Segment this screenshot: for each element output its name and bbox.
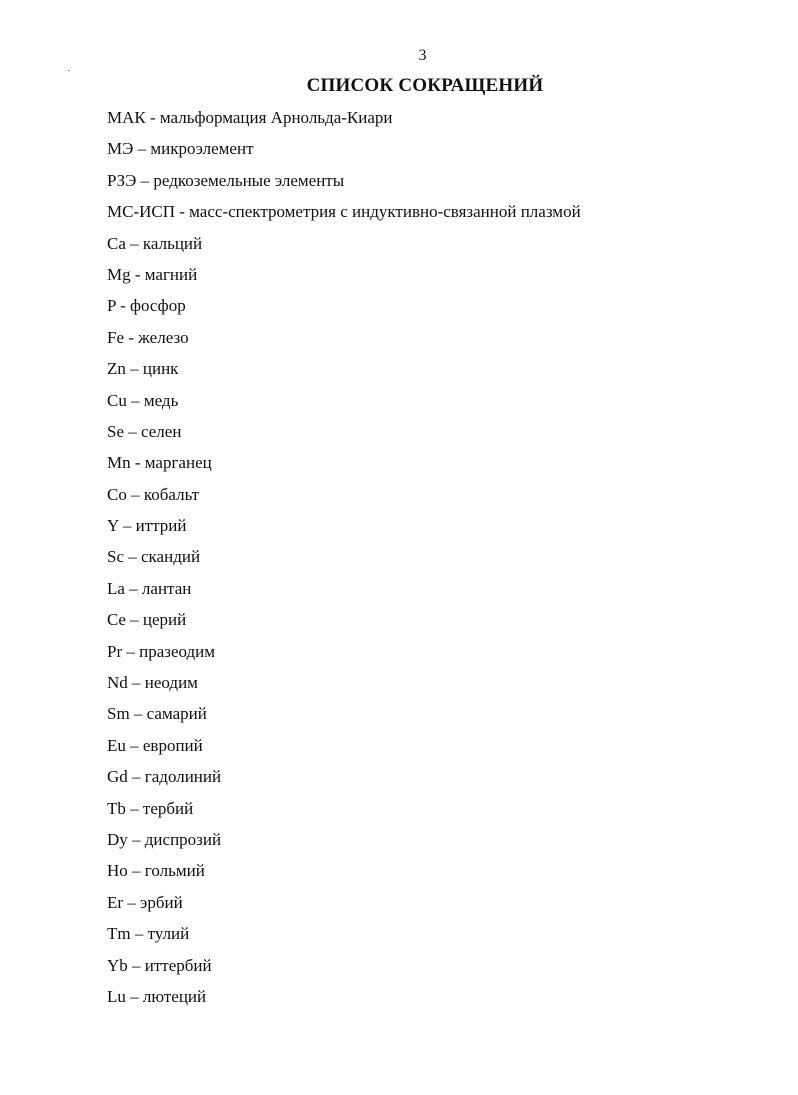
abbreviation-item: РЗЭ – редкоземельные элементы (107, 170, 345, 190)
abbreviation-item: Se – селен (107, 421, 182, 441)
abbreviation-item: Ca – кальций (107, 233, 203, 253)
abbreviation-item: Y – иттрий (107, 516, 187, 536)
abbreviation-item: Eu – европий (107, 735, 203, 755)
abbreviation-item: Sc – скандий (107, 547, 201, 567)
abbreviation-item: Dy – диспрозий (107, 829, 222, 849)
abbreviation-item: Er – эрбий (107, 892, 183, 912)
abbreviation-item: Yb – иттербий (107, 955, 212, 975)
abbreviation-item: Lu – лютеций (107, 986, 207, 1006)
abbreviation-item: Fe - железо (107, 327, 189, 347)
abbreviation-item: Ce – церий (107, 610, 187, 630)
abbreviation-item: МЭ – микроэлемент (107, 139, 254, 159)
abbreviation-item: Co – кобальт (107, 484, 200, 504)
abbreviation-item: Ho – гольмий (107, 861, 205, 881)
abbreviation-item: Tb – тербий (107, 798, 194, 818)
abbreviation-item: Mn - марганец (107, 453, 212, 473)
scan-speck (68, 70, 70, 71)
abbreviation-list (107, 107, 581, 1017)
abbreviation-item: Cu – медь (107, 390, 179, 410)
page-number: 3 (418, 47, 427, 64)
abbreviation-item: МС-ИСП - масс-спектрометрия с индуктивно-связанной плазмой (107, 202, 581, 222)
abbreviation-item: Nd – неодим (107, 673, 198, 693)
abbreviation-item: Mg - магний (107, 264, 198, 284)
abbreviation-item: Gd – гадолиний (107, 767, 222, 787)
abbreviation-item: МАК - мальформация Арнольда-Киари (107, 108, 393, 127)
page-title: СПИСОК СОКРАЩЕНИЙ (306, 75, 544, 96)
abbreviation-item: Tm – тулий (107, 924, 190, 944)
abbreviation-item: La – лантан (107, 578, 192, 598)
abbreviation-item: Zn – цинк (107, 359, 179, 379)
abbreviation-item: Sm – самарий (107, 704, 207, 724)
abbreviation-item: Pr – празеодим (107, 641, 216, 661)
abbreviation-item: P - фосфор (107, 296, 186, 316)
